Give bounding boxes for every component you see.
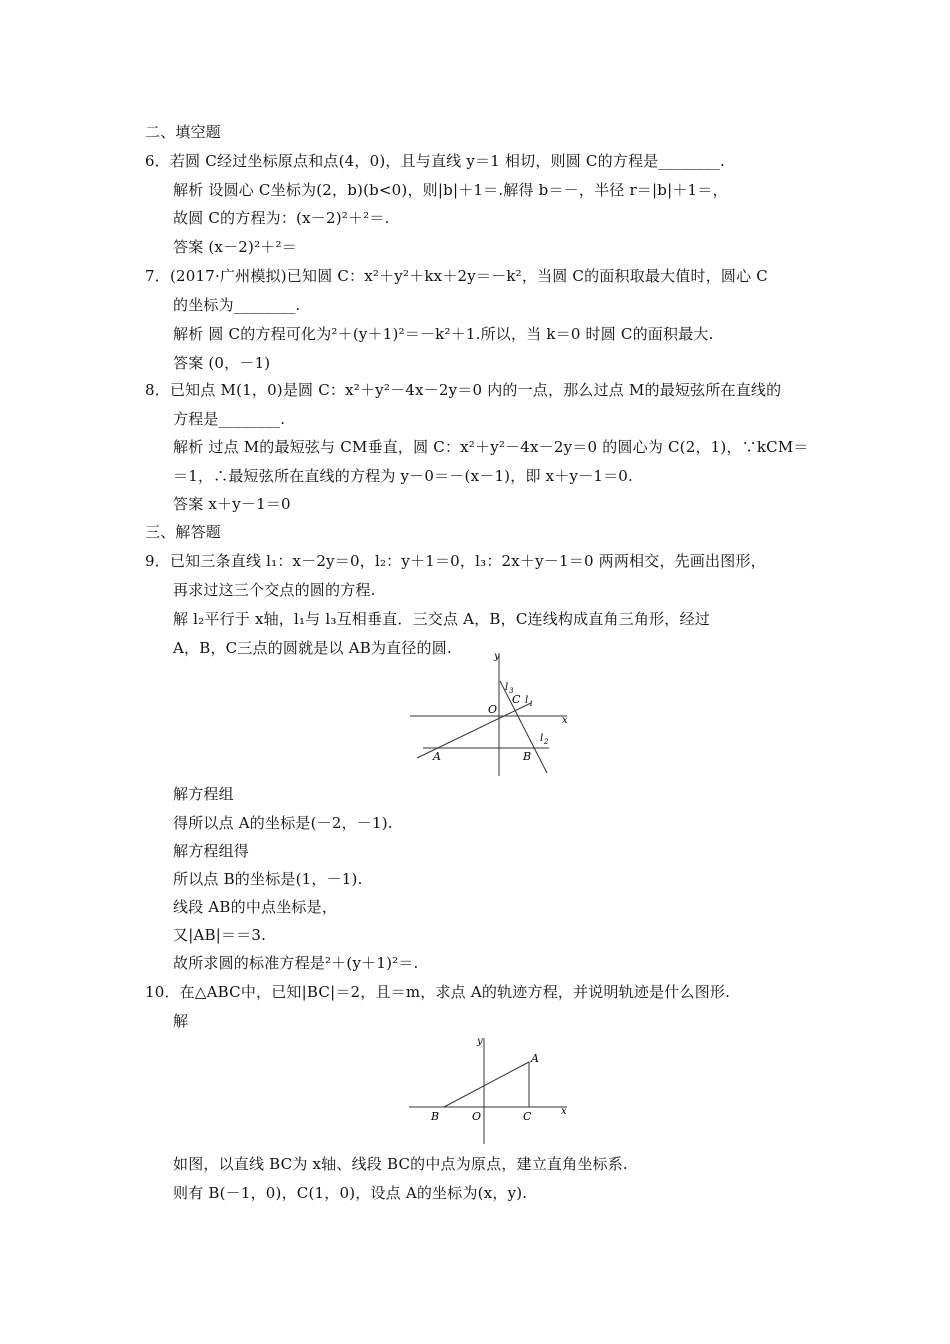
- question-9-step-4: 所以点 B的坐标是(1，－1).: [173, 870, 363, 888]
- y-axis-label: y: [477, 1036, 483, 1047]
- question-9-solution-line1: 解 l₂平行于 x轴，l₁与 l₃互相垂直．三交点 A，B，C连线构成直角三角形，经过: [173, 610, 710, 628]
- l3-subscript: 3: [509, 687, 514, 695]
- origin-label: O: [488, 703, 498, 716]
- x-axis-label: x: [561, 1106, 567, 1117]
- question-6-analysis-line2: 故圆 C的方程为：(x－2)²＋²＝.: [173, 209, 390, 227]
- question-9-text-line1: 9．已知三条直线 l₁：x－2y＝0，l₂：y＋1＝0，l₃：2x＋y－1＝0 两两相交，先画出图形，: [145, 552, 766, 570]
- question-8-text-line2: 方程是________.: [173, 410, 286, 428]
- question-10-text: 10．在△ABC中，已知|BC|＝2，且＝m，求点 A的轨迹方程，并说明轨迹是什么图形.: [145, 983, 731, 1001]
- question-10-step-2: 则有 B(－1，0)，C(1，0)，设点 A的坐标为(x，y).: [173, 1184, 528, 1202]
- origin-label: O: [472, 1110, 482, 1123]
- question-7-text-line2: 的坐标为________.: [173, 296, 301, 314]
- question-7-analysis: 解析 圆 C的方程可化为²＋(y＋1)²＝－k²＋1.所以，当 k＝0 时圆 C的面积最大.: [173, 325, 714, 343]
- question-6-analysis-line1: 解析 设圆心 C坐标为(2，b)(b<0)，则|b|＋1＝.解得 b＝－，半径 r＝|b|＋1＝，: [173, 181, 728, 199]
- l2-subscript: 2: [544, 738, 549, 746]
- y-axis-label: y: [494, 651, 500, 662]
- l1-label: l: [525, 695, 529, 706]
- l1-subscript: 1: [529, 700, 534, 708]
- question-7-answer: 答案 (0，－1): [173, 354, 271, 372]
- question-8-analysis-line1: 解析 过点 M的最短弦与 CM垂直，圆 C：x²＋y²－4x－2y＝0 的圆心为 C(2，1)，∵kCM＝: [173, 438, 809, 456]
- question-8-analysis-line2: ＝1，∴最短弦所在直线的方程为 y－0＝－(x－1)，即 x＋y－1＝0.: [173, 467, 633, 485]
- question-6-text: 6．若圆 C经过坐标原点和点(4，0)，且与直线 y＝1 相切，则圆 C的方程是________.: [145, 152, 725, 170]
- question-9-solution-line2: A，B，C三点的圆就是以 AB为直径的圆.: [173, 639, 452, 657]
- l3-label: l: [505, 682, 509, 693]
- section-heading-fill-in: 二、填空题: [145, 123, 222, 141]
- question-9-step-2: 得所以点 A的坐标是(－2，－1).: [173, 814, 393, 832]
- section-heading-solve: 三、解答题: [145, 523, 222, 541]
- segment-ba: [444, 1062, 529, 1107]
- question-9-step-6: 又|AB|＝＝3.: [173, 926, 267, 944]
- question-9-step-3: 解方程组得: [173, 842, 250, 860]
- question-7-text-line1: 7．(2017·广州模拟)已知圆 C：x²＋y²＋kx＋2y＝－k²，当圆 C的面积取最大值时，圆心 C: [145, 267, 768, 285]
- point-c-label: C: [512, 693, 521, 706]
- l2-label: l: [540, 733, 544, 744]
- question-6-answer: 答案 (x－2)²＋²＝: [173, 238, 297, 256]
- point-b-label: B: [523, 750, 532, 763]
- point-a-label: A: [433, 750, 441, 763]
- question-10-step-1: 如图，以直线 BC为 x轴、线段 BC的中点为原点，建立直角坐标系.: [173, 1155, 628, 1173]
- question-8-answer: 答案 x＋y－1＝0: [173, 495, 291, 513]
- x-axis-label: x: [562, 715, 568, 726]
- question-9-step-1: 解方程组: [173, 785, 234, 803]
- question-10-figure: [405, 1032, 580, 1147]
- point-b-label: B: [431, 1110, 440, 1123]
- point-c-label: C: [523, 1110, 532, 1123]
- question-10-solution-label: 解: [173, 1012, 189, 1030]
- question-9-text-line2: 再求过这三个交点的圆的方程.: [173, 581, 376, 599]
- point-a-label: A: [531, 1052, 539, 1065]
- question-8-text-line1: 8．已知点 M(1，0)是圆 C：x²＋y²－4x－2y＝0 内的一点，那么过点 M的最短弦所在直线的: [145, 381, 782, 399]
- question-9-step-7: 故所求圆的标准方程是²＋(y＋1)²＝.: [173, 954, 419, 972]
- question-9-step-5: 线段 AB的中点坐标是，: [173, 898, 338, 916]
- question-9-figure: [405, 648, 580, 783]
